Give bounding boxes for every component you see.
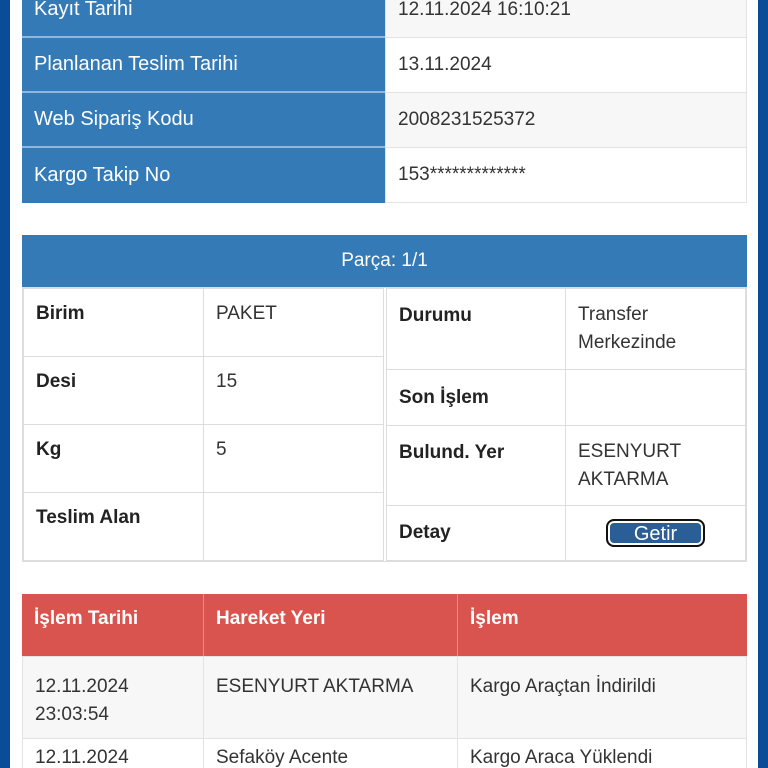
- event-date: 12.11.2024: [35, 676, 129, 697]
- parca-value: PAKET: [203, 288, 384, 357]
- summary-label: Planlanan Teslim Tarihi: [22, 38, 385, 93]
- event-datetime: [22, 738, 204, 768]
- event-action: Kargo Araçtan İndirildi: [457, 656, 747, 739]
- parca-header: Parça: 1/1: [22, 235, 747, 287]
- getir-button[interactable]: Getir: [606, 519, 705, 547]
- summary-label: Kayıt Tarihi: [22, 0, 385, 38]
- parca-label: Durumu: [386, 288, 566, 370]
- parca-label: Detay: [386, 505, 566, 561]
- events-header-place: Hareket Yeri: [204, 594, 458, 656]
- parca-value: 15: [203, 356, 384, 425]
- parca-value: ESENYURT AKTARMA: [565, 425, 746, 506]
- summary-label: Kargo Takip No: [22, 148, 385, 203]
- summary-value: 2008231525372: [385, 93, 747, 148]
- parca-label: Desi: [23, 356, 204, 425]
- frame-right: [758, 0, 768, 768]
- summary-label: Web Sipariş Kodu: [22, 93, 385, 148]
- events-header-action: İşlem: [458, 594, 747, 656]
- event-time: 23:03:54: [35, 704, 109, 725]
- event-action: Kargo Araca Yüklendi: [457, 738, 747, 768]
- parca-value: [203, 492, 384, 561]
- event-date: 12.11.2024: [35, 747, 129, 768]
- parca-value: Transfer Merkezinde: [565, 288, 746, 370]
- parca-label: Son İşlem: [386, 369, 566, 426]
- summary-row: [22, 93, 747, 148]
- parca-label: Kg: [23, 424, 204, 493]
- parca-value: 5: [203, 424, 384, 493]
- frame-left: [0, 0, 10, 768]
- parca-label: Bulund. Yer: [386, 425, 566, 506]
- summary-value: 153*************: [385, 148, 747, 203]
- event-place: ESENYURT AKTARMA: [203, 656, 458, 739]
- event-datetime: [22, 656, 204, 739]
- summary-value: 13.11.2024: [385, 38, 747, 93]
- parca-value: [565, 369, 746, 426]
- events-header-date: İşlem Tarihi: [22, 594, 204, 656]
- summary-row: [22, 38, 747, 93]
- summary-row: [22, 148, 747, 203]
- parca-label: Birim: [23, 288, 204, 357]
- parca-label: Teslim Alan: [23, 492, 204, 561]
- summary-row: [22, 0, 747, 38]
- event-place: Sefaköy Acente: [203, 738, 458, 768]
- summary-value: 12.11.2024 16:10:21: [385, 0, 747, 38]
